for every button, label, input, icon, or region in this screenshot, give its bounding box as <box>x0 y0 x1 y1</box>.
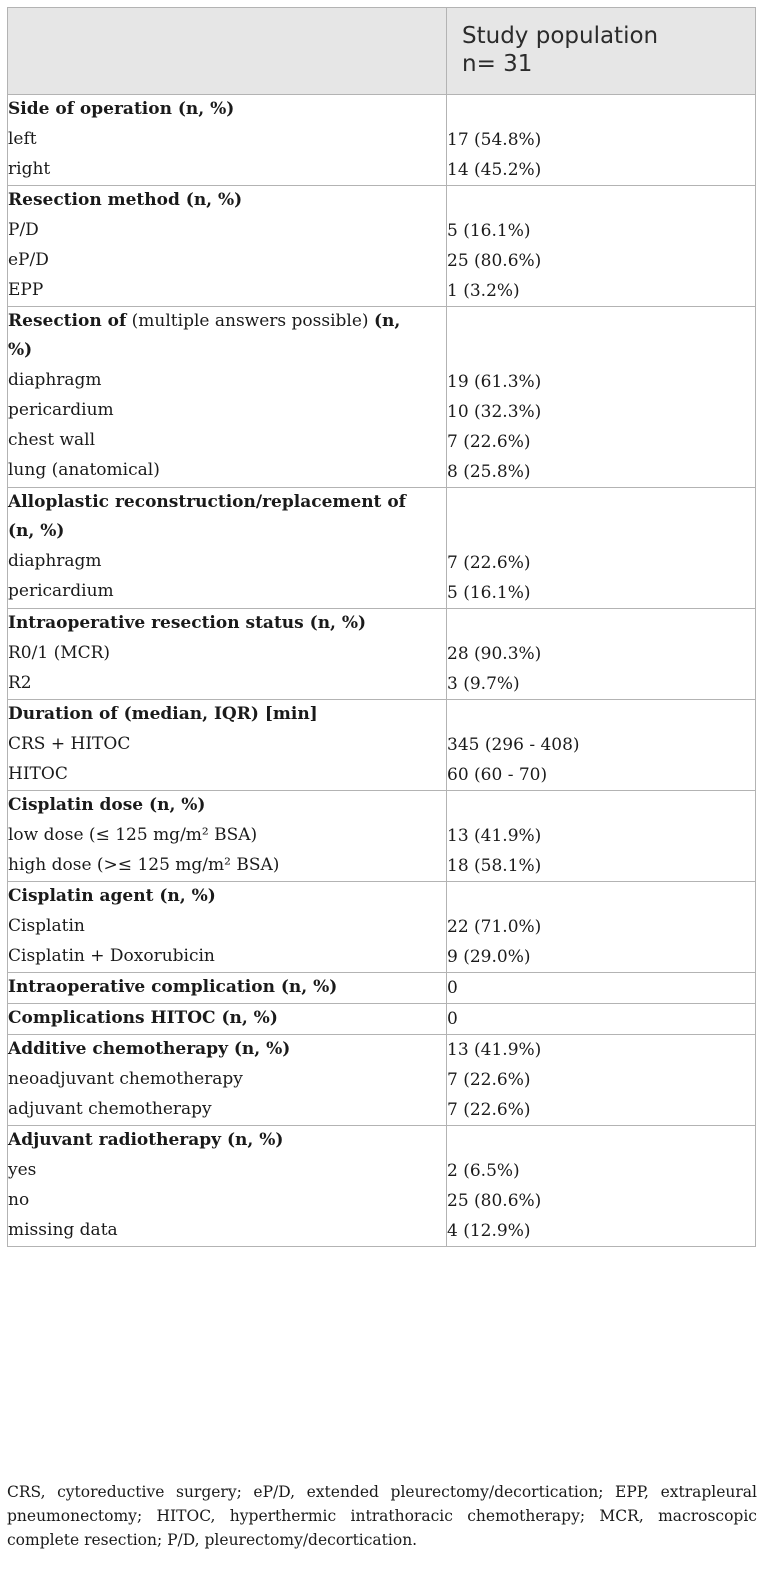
row-value: 4 (12.9%) <box>447 1221 531 1241</box>
section-labels <box>8 973 447 1004</box>
header-study-population <box>447 8 756 95</box>
row-value: 18 (58.1%) <box>447 856 542 876</box>
row-label: CRS + HITOC <box>8 734 131 754</box>
row-value: 14 (45.2%) <box>447 160 542 180</box>
row-value: 5 (16.1%) <box>447 583 531 603</box>
row-label: eP/D <box>8 250 49 270</box>
section-side-of-operation <box>8 95 756 186</box>
section-heading: Duration of (median, IQR) [min] <box>8 704 318 724</box>
section-heading: Intraoperative complication (n, %) <box>8 977 338 997</box>
row-label: low dose (≤ 125 mg/m² BSA) <box>8 825 258 845</box>
section-resection-status <box>8 609 756 700</box>
row-value: 17 (54.8%) <box>447 130 542 150</box>
section-heading-line2: %) <box>8 340 33 360</box>
row-value: 7 (22.6%) <box>447 1100 531 1120</box>
row-value: 345 (296 - 408) <box>447 735 580 755</box>
section-resection-of <box>8 307 756 488</box>
section-labels <box>8 1035 447 1126</box>
section-labels <box>8 186 447 307</box>
row-label: EPP <box>8 280 44 300</box>
section-values <box>447 307 756 488</box>
row-label: Cisplatin + Doxorubicin <box>8 946 215 966</box>
section-values <box>447 186 756 307</box>
section-labels <box>8 307 447 488</box>
section-values <box>447 488 756 609</box>
row-value: 7 (22.6%) <box>447 553 531 573</box>
section-labels <box>8 488 447 609</box>
row-value: 25 (80.6%) <box>447 251 542 271</box>
section-heading: Cisplatin dose (n, %) <box>8 795 206 815</box>
section-heading: Cisplatin agent (n, %) <box>8 886 216 906</box>
section-cisplatin-dose <box>8 791 756 882</box>
section-heading <box>8 307 446 336</box>
row-value: 2 (6.5%) <box>447 1161 520 1181</box>
row-value: 0 <box>447 978 458 998</box>
row-value: 25 (80.6%) <box>447 1191 542 1211</box>
row-label: R0/1 (MCR) <box>8 643 111 663</box>
row-label: diaphragm <box>8 551 102 571</box>
section-complications-hitoc <box>8 1004 756 1035</box>
row-label: pericardium <box>8 400 114 420</box>
row-value: 9 (29.0%) <box>447 947 531 967</box>
section-alloplastic-reconstruction <box>8 488 756 609</box>
row-value: 7 (22.6%) <box>447 1070 531 1090</box>
section-values <box>447 1035 756 1126</box>
row-value: 1 (3.2%) <box>447 281 520 301</box>
section-values <box>447 973 756 1004</box>
row-label: high dose (>≤ 125 mg/m² BSA) <box>8 855 280 875</box>
section-cisplatin-agent <box>8 882 756 973</box>
section-heading-line2: (n, %) <box>8 521 65 541</box>
section-heading: Side of operation (n, %) <box>8 99 235 119</box>
section-heading: Additive chemotherapy (n, %) <box>8 1039 291 1059</box>
section-heading: Alloplastic reconstruction/replacement of <box>8 492 406 512</box>
section-adjuvant-radiotherapy <box>8 1126 756 1247</box>
row-label: left <box>8 129 37 149</box>
section-heading: Intraoperative resection status (n, %) <box>8 613 367 633</box>
section-values <box>447 791 756 882</box>
row-value: 19 (61.3%) <box>447 372 542 392</box>
row-value: 13 (41.9%) <box>447 1040 542 1060</box>
section-labels <box>8 1004 447 1035</box>
row-label: diaphragm <box>8 370 102 390</box>
row-label: no <box>8 1190 30 1210</box>
row-value: 60 (60 - 70) <box>447 765 548 785</box>
section-labels <box>8 791 447 882</box>
header-title: Study population <box>462 23 659 49</box>
section-labels <box>8 95 447 186</box>
row-label: adjuvant chemotherapy <box>8 1099 212 1119</box>
section-additive-chemotherapy <box>8 1035 756 1126</box>
header-empty-cell <box>8 8 447 95</box>
row-label: pericardium <box>8 581 114 601</box>
section-values <box>447 95 756 186</box>
section-resection-method <box>8 186 756 307</box>
row-value: 7 (22.6%) <box>447 432 531 452</box>
section-values <box>447 1004 756 1035</box>
row-label: neoadjuvant chemotherapy <box>8 1069 243 1089</box>
row-label: right <box>8 159 51 179</box>
section-labels <box>8 882 447 973</box>
section-duration <box>8 700 756 791</box>
section-values <box>447 700 756 791</box>
section-heading: Resection method (n, %) <box>8 190 243 210</box>
heading-part: (multiple answers possible) <box>126 311 374 331</box>
section-heading: Complications HITOC (n, %) <box>8 1008 278 1028</box>
table-header-row <box>8 8 756 95</box>
table-footnote: CRS, cytoreductive surgery; eP/D, extended pleurectomy/decortication; EPP, extrapleural pneumonectomy; HITOC, hyperthermic intrathoracic chemotherapy; MCR, macroscopic complete resection; P/D, pleurectomy/decortication. <box>7 1483 757 1549</box>
row-label: chest wall <box>8 430 96 450</box>
section-labels <box>8 1126 447 1247</box>
row-value: 0 <box>447 1009 458 1029</box>
row-label: yes <box>8 1160 37 1180</box>
row-value: 5 (16.1%) <box>447 221 531 241</box>
row-label: missing data <box>8 1220 118 1240</box>
section-intraoperative-complication <box>8 973 756 1004</box>
row-label: R2 <box>8 673 32 693</box>
header-n: n= 31 <box>462 51 533 77</box>
row-value: 8 (25.8%) <box>447 462 531 482</box>
row-value: 22 (71.0%) <box>447 917 542 937</box>
heading-part: (n, <box>373 311 401 331</box>
row-label: lung (anatomical) <box>8 460 160 480</box>
row-value: 28 (90.3%) <box>447 644 542 664</box>
section-labels <box>8 700 447 791</box>
section-labels <box>8 609 447 700</box>
row-value: 3 (9.7%) <box>447 674 520 694</box>
section-values <box>447 882 756 973</box>
heading-part: Resection of <box>8 311 127 331</box>
section-values <box>447 609 756 700</box>
row-value: 10 (32.3%) <box>447 402 542 422</box>
row-label: Cisplatin <box>8 916 85 936</box>
row-label: HITOC <box>8 764 68 784</box>
row-label: P/D <box>8 220 39 240</box>
section-values <box>447 1126 756 1247</box>
study-population-table <box>7 7 756 1247</box>
section-heading: Adjuvant radiotherapy (n, %) <box>8 1130 284 1150</box>
row-value: 13 (41.9%) <box>447 826 542 846</box>
